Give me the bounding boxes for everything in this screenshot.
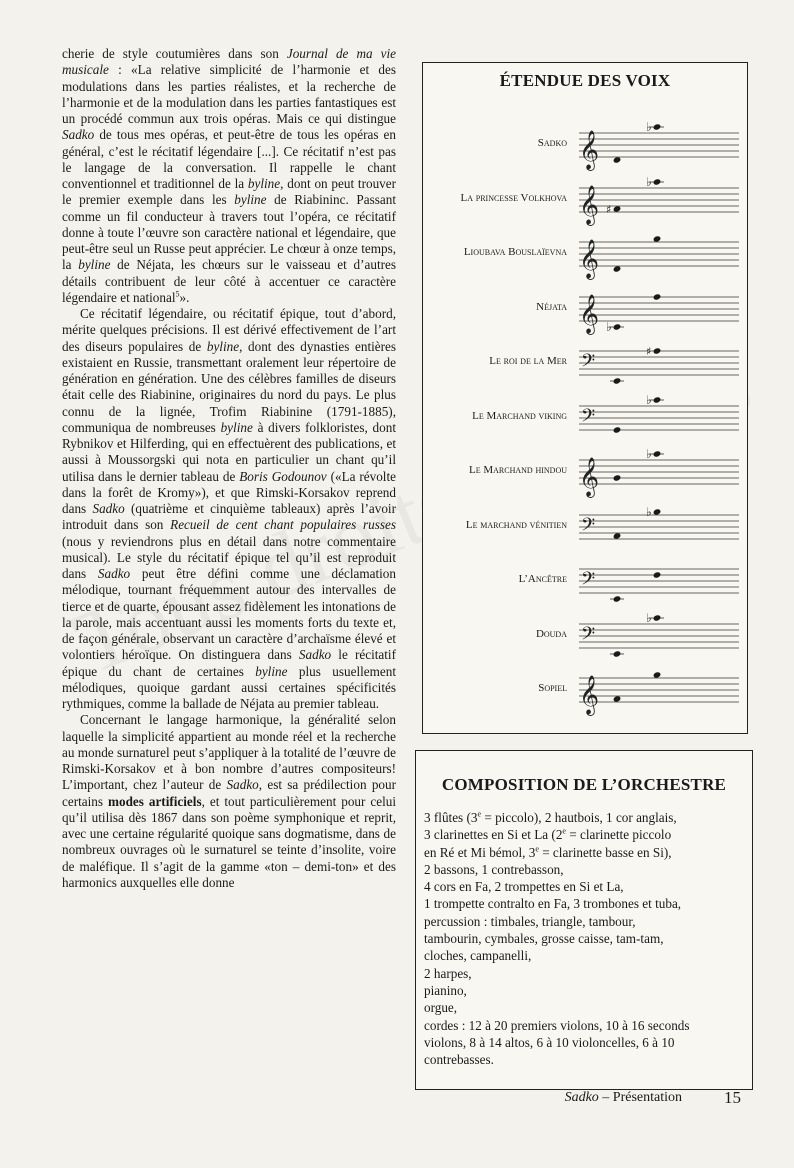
footnote-ref[interactable]: 5	[175, 289, 180, 299]
staff-notation	[573, 662, 743, 716]
voice-name: La princesse Volkhova	[460, 191, 567, 204]
italic-term: byline	[78, 257, 111, 273]
bass-clef-icon: 𝄢	[581, 405, 596, 431]
voice-ranges-title: ÉTENDUE DES VOIX	[499, 71, 671, 90]
orchestra-line: tambourin, cymbales, grosse caisse, tam-tam,	[424, 931, 664, 947]
treble-clef-icon: 𝄞	[579, 293, 600, 334]
voice-range-row	[423, 172, 747, 226]
italic-title: Boris Godounov	[239, 468, 327, 484]
text: cherie de style coutumières dans son	[62, 46, 287, 61]
orchestra-title: COMPOSITION DE L’ORCHESTRE	[441, 775, 727, 794]
note-head	[653, 571, 662, 578]
note-head	[613, 205, 622, 212]
paragraph-3	[62, 712, 396, 891]
ordinal-suffix: e	[562, 826, 566, 836]
staff-notation	[573, 172, 743, 226]
note-head	[613, 650, 622, 657]
treble-clef-icon: 𝄞	[579, 239, 600, 279]
voice-range-row	[423, 499, 747, 553]
note-head	[613, 323, 622, 330]
voice-name: Douda	[535, 627, 567, 640]
paragraph-1	[62, 46, 396, 306]
note-head	[653, 450, 662, 457]
text: ».	[179, 289, 190, 305]
note-head	[613, 532, 622, 539]
text: peut être défini comme une déclamation mélodique, tournant fréquemment autour des intervalles de tierce et de quarte, épousant assez fidèlement les intonations de la parole, mais accentuant aussi les moments forts du texte et, de façon générale, observant un caractère d’archaïsme élevé et volontiers héroïque. On distinguera dans	[62, 566, 396, 663]
italic-term: byline	[247, 176, 281, 191]
voice-name: Le Marchand viking	[472, 409, 567, 422]
voice-range-row	[423, 553, 747, 607]
staff-notation	[573, 390, 743, 444]
bass-clef-icon: 𝄢	[581, 623, 596, 649]
ordinal-suffix: e	[477, 809, 482, 819]
text: Ce récitatif légendaire, ou récitatif épique, tout d’abord, mérite quelques précisions. Il est dérivé effectivement de l’art des diseurs populaires de	[62, 306, 396, 354]
orchestra-line: 4 cors en Fa, 2 trompettes en Si et La,	[424, 879, 624, 895]
bold-term: modes artificiels	[107, 793, 202, 809]
voice-name: Le marchand vénitien	[465, 518, 567, 531]
text: (quatrième et cinquième tableaux) après l’avoir introduit dans son	[62, 501, 396, 533]
orchestra-line: cordes : 12 à 20 premiers violons, 10 à 16 seconds	[424, 1017, 690, 1033]
bass-clef-icon: 𝄢	[581, 569, 596, 594]
running-title-italic: Sadko	[564, 1090, 599, 1105]
italic-term: byline	[220, 419, 253, 435]
bass-clef-icon: 𝄢	[581, 514, 596, 540]
voice-range-row	[423, 281, 747, 335]
orchestra-line: 3 flûtes ($3^e$ = piccolo), 2 hautbois, 1 cor anglais,	[424, 809, 677, 825]
flat-icon: ♭	[646, 504, 652, 519]
italic-title: Sadko	[92, 501, 125, 516]
italic-title: Sadko	[226, 777, 259, 793]
flat-icon: ♭	[646, 174, 652, 189]
voice-range-row	[423, 608, 747, 662]
orchestra-line: 3 clarinettes en Si et La ($2^e$ = clarinette piccolo	[424, 826, 672, 843]
voice-name: L’Ancêtre	[518, 573, 567, 585]
ordinal-suffix: e	[535, 844, 539, 854]
flat-icon: ♭	[646, 447, 652, 461]
bass-clef-icon: 𝄢	[581, 351, 596, 376]
treble-clef-icon: 𝄞	[579, 675, 600, 715]
sharp-icon: ♯	[606, 202, 612, 216]
italic-term: byline	[234, 192, 267, 208]
voice-name: Lioubava Bouslaïevna	[463, 246, 567, 258]
staff-notation	[573, 335, 743, 389]
voice-name: Le roi de la Mer	[489, 355, 567, 367]
staff-notation	[573, 281, 743, 335]
italic-title: Journal de ma vie musicale	[62, 46, 396, 78]
staff-notation	[573, 226, 743, 280]
italic-title: Sadko	[97, 566, 131, 581]
staff-notation	[573, 553, 743, 607]
flat-icon: ♭	[646, 610, 652, 625]
note-head	[653, 396, 662, 403]
note-head	[653, 508, 662, 515]
voice-range-row	[423, 662, 747, 716]
note-head	[653, 614, 662, 621]
staff-notation	[573, 444, 743, 498]
voice-name: Néjata	[536, 300, 567, 313]
note-head	[613, 474, 622, 481]
orchestra-line: contrebasses.	[424, 1052, 494, 1068]
text: le récitatif épique du chant de certaines	[62, 647, 396, 679]
note-head	[613, 156, 622, 163]
italic-title: Sadko	[62, 127, 95, 143]
voice-name: Sadko	[537, 137, 567, 149]
orchestra-line: violons, 8 à 14 altos, 6 à 10 violoncelles, 6 à 10	[424, 1034, 675, 1050]
page-footer	[0, 1090, 794, 1110]
orchestra-line: orgue,	[424, 1000, 458, 1016]
note-head	[653, 347, 662, 354]
text: , dont on peut trouver le premier exemple dans les	[62, 176, 396, 208]
text: , et tout particulièrement pour celui qu’il utilisa dès 1867 dans son poème symphonique et reprit, avec une certaine régularité quoique sans dogmatisme, dans de nombreux ouvrages où le surnaturel se teinte d’insolite, voire de maléfique. Il s’agit de la gamme «ton – demi-ton» et des harmonics auxquelles elle donne	[62, 793, 396, 890]
page-number: 15	[724, 1088, 741, 1107]
staff-notation	[573, 117, 743, 171]
voice-range-row	[423, 444, 747, 498]
flat-icon: ♭	[606, 319, 612, 334]
flat-icon: ♭	[646, 120, 652, 134]
orchestra-line: pianino,	[424, 982, 467, 998]
text: , est sa prédilection pour certains	[62, 777, 396, 809]
italic-term: byline	[206, 338, 240, 354]
voice-ranges-box	[422, 62, 748, 734]
note-head	[653, 123, 662, 130]
voice-range-row	[423, 335, 747, 389]
note-head	[613, 265, 622, 272]
running-title-rest: – Présentation	[598, 1090, 682, 1105]
sharp-icon: ♯	[646, 345, 652, 358]
text: de Riabininc. Passant comme un fil conducteur à travers tout l’opéra, ce récitatif donne à toute l’œuvre son caractère national et légendaire, que peut-être seul un Russe peut apprécier. Le chœur à onze temps, la	[62, 192, 396, 273]
article-column	[62, 46, 396, 891]
text: : «La relative simplicité de l’harmonie et des modulations dans les parties réalistes, et la recherche de l’harmonie et de la modulation dans les parties fantastiques est un procédé commun aux trois opéras. Mais ce qui distingue	[62, 62, 396, 126]
note-head	[613, 695, 622, 702]
note-head	[613, 426, 622, 433]
orchestra-box	[415, 750, 753, 1090]
italic-title: Recueil de cent chant populaires russes	[170, 517, 396, 533]
paragraph-2	[62, 306, 396, 712]
note-head	[653, 671, 662, 678]
text: , dont des dynasties entières existaient en Russie, transmettant oralement leur répertoire de génération en génération. Une des célèbres familles de diseurs était celle des Riabinine, originaires du nord du pays. Le plus connu de la lignée, Trofim Riabinine (1791-1885), communiqua de nombreuses	[62, 338, 396, 435]
staff-notation	[573, 499, 743, 553]
note-head	[613, 595, 622, 602]
text: à divers folkloristes, dont Rybnikov et Hilferding, qui en effectuèrent des publications, et aussi à Moussorgski qui nota en particulier un chant qu’il utilisa dans le dernier tableau de	[62, 419, 397, 484]
voice-name: Le Marchand hindou	[469, 464, 567, 476]
text: de tous mes opéras, et peut-être de tous les opéras en général, c’est le récitatif légendaire [...]. Ce récitatif n’est pas le langage de la conversation. Il rappelle le chant conventionnel et traditionnel de la	[62, 127, 396, 191]
orchestra-line: en Ré et Mi bémol, $3^e$ = clarinette basse en Si),	[424, 844, 672, 860]
italic-term: byline	[255, 663, 288, 679]
voice-range-row	[423, 117, 747, 171]
voice-range-row	[423, 226, 747, 280]
orchestra-line: 1 trompette contralto en Fa, 3 trombones et tuba,	[424, 896, 682, 912]
orchestra-line: 2 harpes,	[424, 965, 472, 981]
treble-clef-icon: 𝄞	[579, 457, 600, 497]
note-head	[613, 377, 622, 384]
voice-name: Sopiel	[538, 682, 567, 694]
treble-clef-icon: 𝄞	[579, 184, 600, 225]
note-head	[653, 178, 662, 185]
voice-range-row	[423, 390, 747, 444]
note-head	[653, 235, 662, 242]
italic-title: Sadko	[298, 647, 332, 663]
note-head	[653, 293, 662, 300]
treble-clef-icon: 𝄞	[579, 130, 600, 170]
orchestra-list	[424, 809, 746, 1068]
text: Concernant le langage harmonique, la généralité selon laquelle la simplicité appartient au monde réel et la recherche au monde surnaturel peut s’appliquer à la totalité de l’œuvre de Rimski-Korsakov et à bon nombre d’autres compositeurs! L’important, chez l’auteur de	[62, 712, 396, 793]
text: («La révolte dans la forêt de Kromy»), et que Rimski-Korsakov reprend dans	[62, 468, 396, 516]
text: (nous y reviendrons plus en détail dans notre commentaire musical). Le style du récitatif épique tel qu’il est reproduit dans	[62, 533, 396, 581]
text: plus usuellement mélodiques, quoique gardant aussi certaines spécificités rythmiques, comme la ballade de Néjata au premier tableau.	[62, 663, 396, 711]
orchestra-line: cloches, campanelli,	[424, 948, 532, 964]
text: de Néjata, les chœurs sur le vaisseau et d’autres détails contribuent de leur côté à accentuer ce caractère légendaire et national	[62, 257, 396, 305]
orchestra-line: 2 bassons, 1 contrebasson,	[424, 861, 564, 877]
orchestra-line: percussion : timbales, triangle, tambour,	[424, 913, 636, 929]
staff-notation	[573, 608, 743, 662]
flat-icon: ♭	[646, 392, 652, 407]
running-title	[565, 1090, 682, 1106]
